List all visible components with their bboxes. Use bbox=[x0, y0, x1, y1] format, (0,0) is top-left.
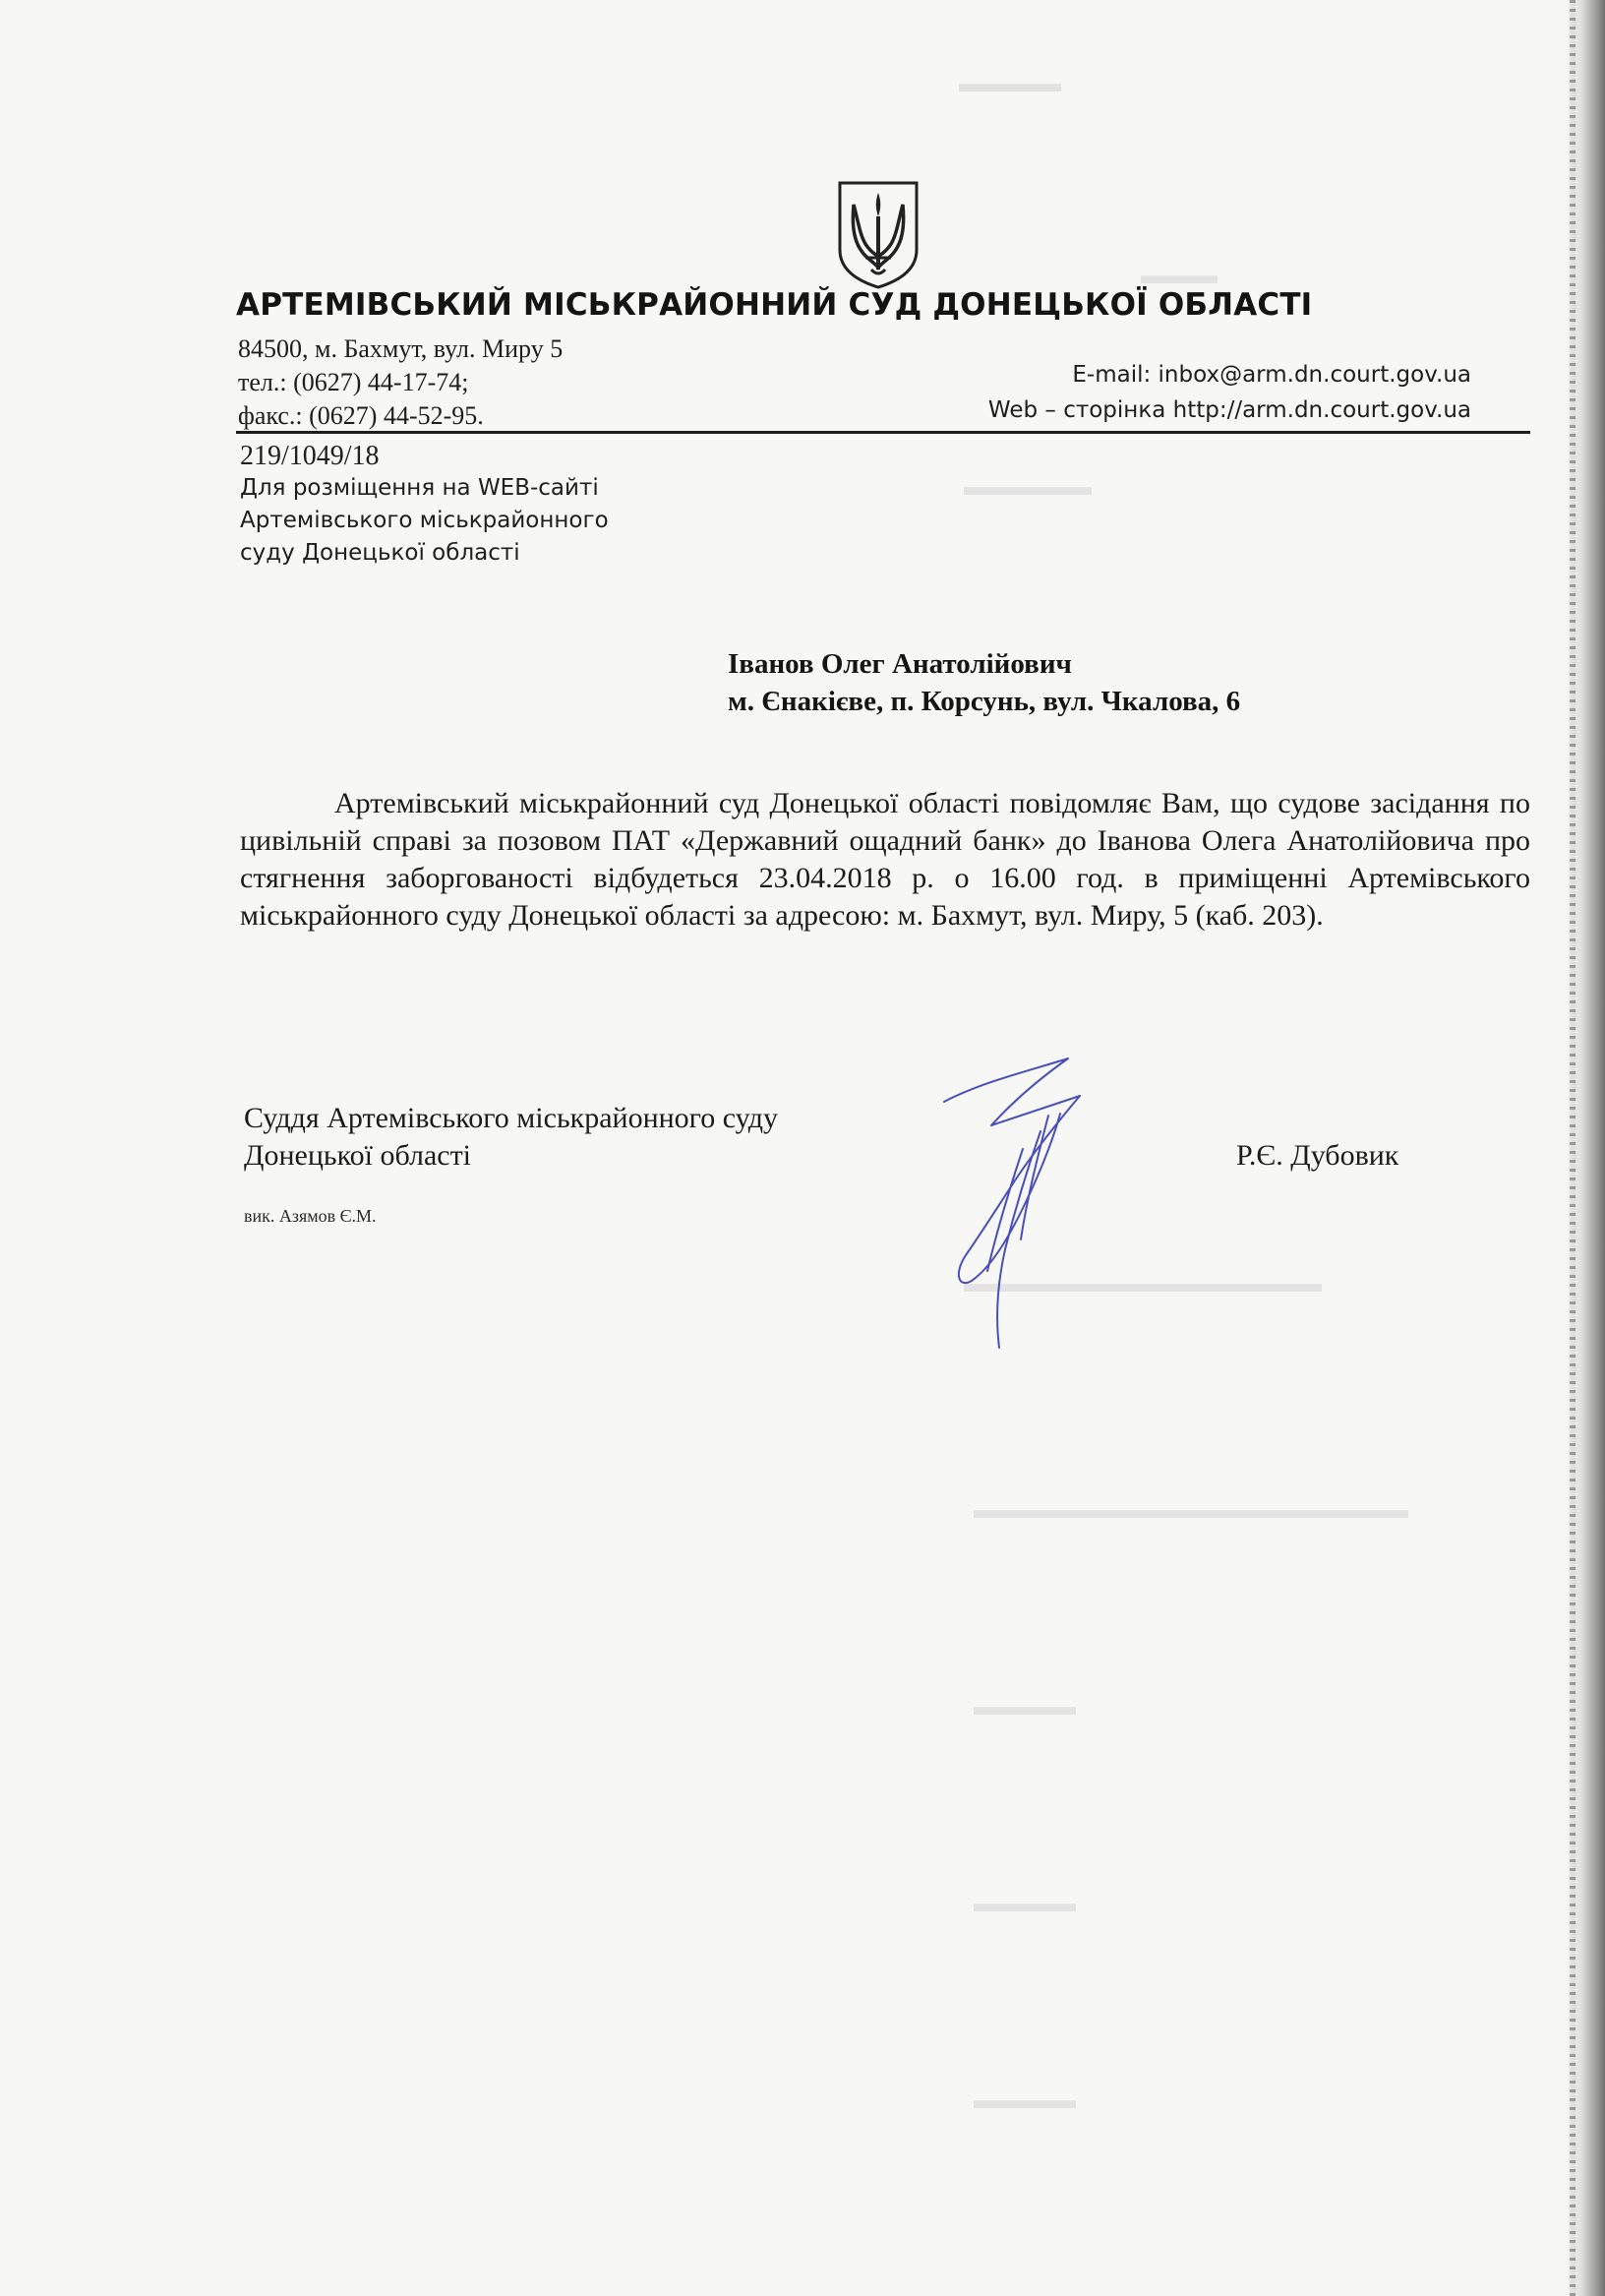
judge-position-line: Донецької області bbox=[244, 1139, 472, 1172]
court-name-heading: АРТЕМІВСЬКИЙ МІСЬКРАЙОННИЙ СУД ДОНЕЦЬКОЇ ОБЛАСТІ bbox=[236, 287, 1313, 323]
court-fax: факс.: (0627) 44-52-95. bbox=[238, 401, 484, 430]
court-address: 84500, м. Бахмут, вул. Миру 5 bbox=[238, 334, 564, 363]
notice-text: Артемівський міськрайонний суд Донецької області повідомляє Вам, що судове засідання по цивільній справі за позовом ПАТ «Державний ощадний банк» до Іванова Олега Анатолійовича про стягнення заборгованості відбудеться 23.04.2018 р. о 16.00 год. в приміщенні Артемівського міськрайонного суду Донецької області за адресою: м. Бахмут, вул. Миру, 5 (каб. 203). bbox=[240, 787, 1530, 932]
executor-name: вик. Азямов Є.М. bbox=[244, 1206, 377, 1226]
notice-paragraph bbox=[240, 785, 1530, 935]
bleed-through-mark: ▬▬▬▬▬▬▬▬▬▬▬▬▬▬ bbox=[964, 1269, 1322, 1298]
case-number: 219/1049/18 bbox=[240, 441, 380, 471]
bleed-through-mark: ▬▬▬▬ bbox=[974, 2085, 1076, 2114]
bleed-through-mark: ▬▬▬▬ bbox=[974, 1692, 1076, 1721]
judge-position-line: Суддя Артемівського міськрайонного суду bbox=[244, 1102, 779, 1134]
handwritten-signature bbox=[932, 1053, 1100, 1367]
judge-position bbox=[244, 1100, 778, 1175]
judge-name: Р.Є. Дубовик bbox=[1236, 1139, 1399, 1172]
bleed-through-mark: ▬▬▬▬ bbox=[974, 1889, 1076, 1917]
header-divider bbox=[236, 431, 1530, 434]
web-note-line: Для розміщення на WEB-сайті bbox=[240, 475, 599, 501]
recipient-block bbox=[728, 645, 1240, 720]
court-website: Web – сторінка http://arm.dn.court.gov.ua bbox=[987, 397, 1471, 423]
document-meta bbox=[240, 441, 609, 570]
bleed-through-mark: ▬▬▬▬▬ bbox=[964, 472, 1092, 501]
court-email: E-mail: inbox@arm.dn.court.gov.ua bbox=[1072, 362, 1471, 388]
court-phone: тел.: (0627) 44-17-74; bbox=[238, 368, 469, 396]
bleed-through-mark: ▬▬▬▬ bbox=[959, 69, 1061, 97]
scan-edge-noise bbox=[1570, 0, 1575, 2296]
bleed-through-mark: ▬▬▬ bbox=[1141, 261, 1218, 289]
trident-coat-of-arms-icon bbox=[836, 179, 921, 291]
web-note-line: суду Донецької області bbox=[240, 540, 520, 566]
recipient-name: Іванов Олег Анатолійович bbox=[728, 648, 1072, 680]
recipient-address: м. Єнакієве, п. Корсунь, вул. Чкалова, 6 bbox=[728, 686, 1241, 717]
web-note-line: Артемівського міськрайонного bbox=[240, 508, 609, 533]
bleed-through-mark: ▬▬▬▬▬▬▬▬▬▬▬▬▬▬▬▬▬ bbox=[974, 1495, 1408, 1524]
